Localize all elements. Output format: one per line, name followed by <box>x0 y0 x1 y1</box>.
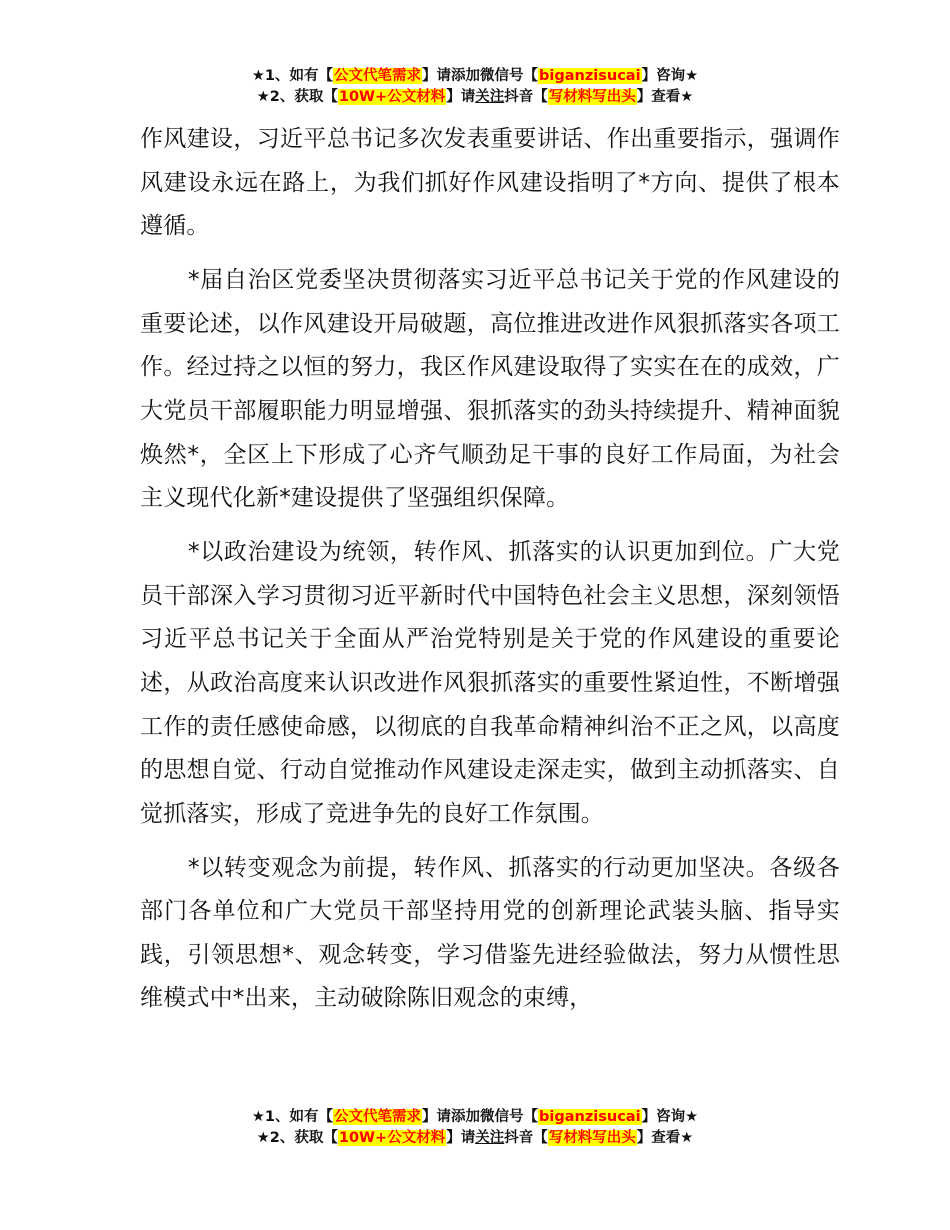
banner-text: 】请 <box>446 1130 476 1146</box>
banner-text: ★2、获取【 <box>256 89 338 105</box>
banner-text: 关注 <box>475 1130 505 1146</box>
banner-line-2 <box>0 87 950 108</box>
highlight-service: 公文代笔需求 <box>334 68 422 84</box>
highlight-service: 公文代笔需求 <box>334 1109 422 1125</box>
paragraph: *届自治区党委坚决贯彻落实习近平总书记关于党的作风建设的重要论述，以作风建设开局破题，高位推进改进作风狠抓落实各项工作。经过持之以恒的努力，我区作风建设取得了实实在在的成效，广大党员干部履职能力明显增强、狠抓落实的劲头持续提升、精神面貌焕然*，全区上下形成了心齐气顺劲足干事的良好工作局面，为社会主义现代化新*建设提供了坚强组织保障。 <box>140 267 840 512</box>
banner-line-2 <box>0 1128 950 1149</box>
banner-text: 加 <box>465 68 481 84</box>
banner-text: 】请添 <box>422 68 466 84</box>
highlight-wechat-id: biganzisucai <box>539 68 641 84</box>
banner-text: 】请 <box>446 89 476 105</box>
banner-text: 关注 <box>475 89 505 105</box>
banner-text: 抖音【 <box>504 1130 548 1146</box>
highlight-materials: 10W+公文材料 <box>338 1130 446 1146</box>
banner-text: ★2、获取【 <box>256 1130 338 1146</box>
banner-text: 微信号【 <box>480 1109 539 1125</box>
header-banner <box>0 66 950 108</box>
footer-banner <box>0 1107 950 1149</box>
banner-text: 抖音【 <box>504 89 548 105</box>
document-body <box>140 118 840 1031</box>
paragraph: *以政治建设为统领，转作风、抓落实的认识更加到位。广大党员干部深入学习贯彻习近平新时代中国特色社会主义思想，深刻领悟习近平总书记关于全面从严治党特别是关于党的作风建设的重要论述，从政治高度来认识改进作风狠抓落实的重要性紧迫性，不断增强工作的责任感使命感，以彻底的自我革命精神纠治不正之风，以高度的思想自觉、行动自觉推动作风建设走深走实，做到主动抓落实、自觉抓落实，形成了竞进争先的良好工作氛围。 <box>140 539 840 827</box>
banner-text: 】请添 <box>422 1109 466 1125</box>
highlight-wechat-id: biganzisucai <box>539 1109 641 1125</box>
paragraph: *以转变观念为前提，转作风、抓落实的行动更加坚决。各级各部门各单位和广大党员干部坚持用党的创新理论武装头脑、指导实践，引领思想*、观念转变，学习借鉴先进经验做法，努力从惯性思维模式中*出来，主动破除陈旧观念的束缚， <box>140 854 840 1012</box>
banner-text: 】咨询★ <box>641 68 699 84</box>
paragraph: 作风建设，习近平总书记多次发表重要讲话、作出重要指示，强调作风建设永远在路上，为我们抓好作风建设指明了*方向、提供了根本遵循。 <box>140 126 840 240</box>
highlight-douyin-account: 写材料写出头 <box>548 1130 636 1146</box>
banner-text: 微信号【 <box>480 68 539 84</box>
banner-text: 加 <box>465 1109 481 1125</box>
banner-line-1 <box>0 66 950 87</box>
banner-text: 】咨询★ <box>641 1109 699 1125</box>
highlight-douyin-account: 写材料写出头 <box>548 89 636 105</box>
banner-line-1 <box>0 1107 950 1128</box>
banner-text: 】查看★ <box>636 1130 694 1146</box>
banner-text: 】查看★ <box>636 89 694 105</box>
banner-text: ★1、如有【 <box>251 68 334 84</box>
banner-text: ★1、如有【 <box>251 1109 334 1125</box>
highlight-materials: 10W+公文材料 <box>338 89 446 105</box>
